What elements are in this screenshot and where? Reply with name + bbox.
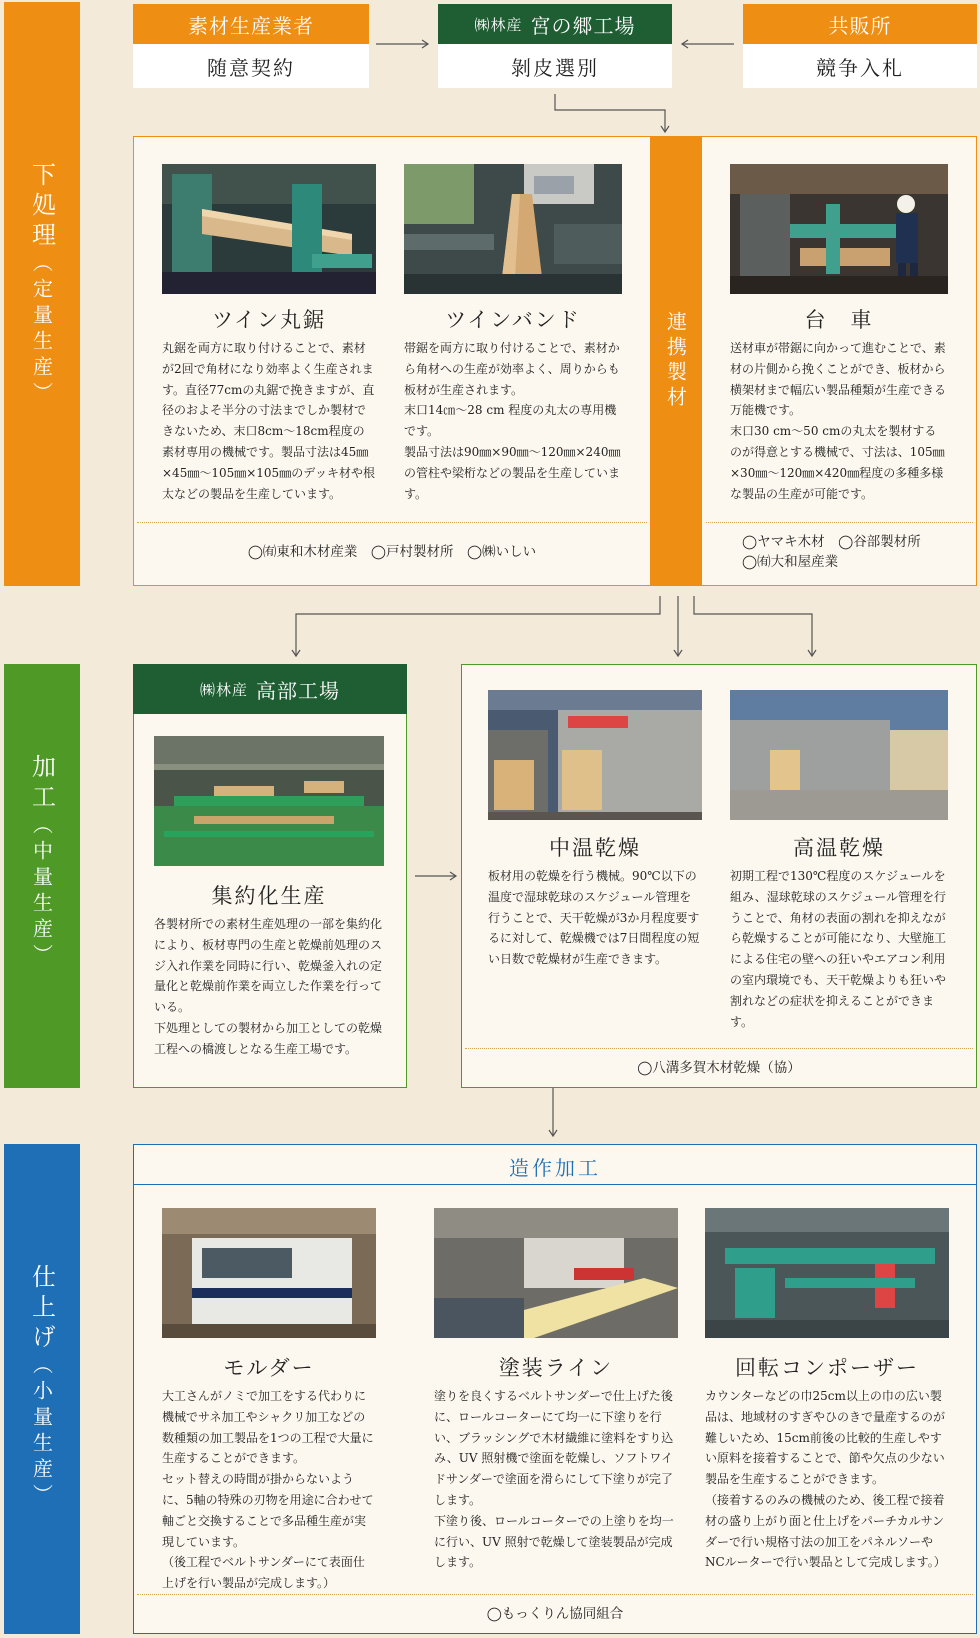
twin-circular-saw-title: ツイン丸鋸 [212,308,326,332]
takabe-machine-desc: 各製材所での素材生産処理の一部を集約化により、板材専門の生産と乾燥前処理のスジ入れ作業を同時に行い、乾燥釜入れの定量化と乾燥前作業を両立した作業を行っている。 下処理としての製材から加工としての乾燥工程への橋渡しとなる生産工場です。 [154,917,383,1056]
section-shoshori-bar [4,2,80,586]
supplier-title: 素材生産業者 [133,4,369,44]
high-temp-dryer-photo [730,690,948,820]
twin-circular-saw-photo [162,164,376,294]
medium-temp-dryer-title: 中温乾燥 [549,836,641,860]
rotary-composer-photo [705,1208,949,1338]
zousaku-title-divider [133,1184,977,1185]
miyanogo-factory-value: 剝皮選別 [438,44,672,88]
dryers-companies: ◯八溝多賀木材乾燥（協） [637,1060,801,1076]
zousaku-divider [137,1594,973,1595]
coating-line-desc: 塗りを良くするベルトサンダーで仕上げた後に、ロールコーターにて均一に下塗りを行い、ブラッシングで木材繊維に塗料をすり込み、UV 照射機で塗面を乾燥し、ソフトワイドサンダーで塗面を滑らにして下塗りが完了します。 下塗り後、ロールコーターでの上塗りを均一に行い、UV 照射で乾燥して塗装製品が完成します。 [434,1389,674,1570]
twin-band-saw-desc: 帯鋸を両方に取り付けることで、素材から角材への生産が効率よく、周りからも板材が生産されます。 末口14㎝〜28 cm 程度の丸太の専用機です。 製品寸法は90㎜×90㎜〜120㎜×240㎜の管柱や梁桁などの製品を生産しています。 [404,341,621,501]
rotary-composer-title: 回転コンポーザー [735,1356,919,1380]
sawing-left-divider [137,522,647,523]
moulder-photo [162,1208,376,1338]
takabe-machine-title: 集約化生産 [211,884,327,908]
twin-band-saw-photo [404,164,622,294]
link-sawing-label: 連携製材 [663,311,688,411]
twin-circular-saw-desc: 丸鋸を両方に取り付けることで、素材が2回で角材になり効率よく生産されます。直径77cmの丸鋸で挽きますが、直径のおよそ半分の寸法までしか製材できないため、末口8cm〜18cm程度の素材専用の機械です。製品寸法は45㎜×45㎜〜105㎜×105㎜のデッキ材や根太などの製品を生産しています。 [162,341,375,501]
carriage-saw-desc: 送材車が帯鋸に向かって進むことで、素材の片側から挽くことができ、板材から横架材まで幅広い製品種類が生産できる万能機です。 末口30 cm〜50 cmの丸太を製材するのが得意とする機械で、寸法は、105㎜×30㎜〜120㎜×420㎜程度の多種多様な製品の生産が可能です。 [730,341,947,501]
carriage-saw-photo [730,164,948,294]
takabe-factory-photo [154,736,384,866]
section-shiage-label: 仕上げ（小量生産） [27,1264,56,1510]
dryers-divider [465,1048,973,1049]
section-shoshori-label: 下処理（定量生産） [27,162,56,408]
section-shiage-bar [4,1144,80,1634]
arrow-sawing-to-hightemp [694,596,812,656]
medium-temp-dryer-photo [488,690,702,820]
market-box [743,4,977,88]
section-kakou-bar [4,664,80,1088]
market-title: 共販所 [743,4,977,44]
zousaku-companies: ◯もっくりん協同組合 [486,1606,624,1622]
sawing-right-divider [706,522,973,523]
supplier-value: 随意契約 [133,44,369,88]
zousaku-title: 造作加工 [509,1156,601,1180]
takabe-header: ㈱林産 高部工場 [133,664,407,714]
medium-temp-dryer-desc: 板材用の乾燥を行う機械。90℃以下の温度で湿球乾球のスケジュール管理を行うことで、天干乾燥が3か月程度要するに対して、乾燥機では7日間程度の短い日数で乾燥材が生産できます。 [488,869,700,967]
carriage-saw-title: 台 車 [804,308,874,332]
rotary-composer-desc: カウンターなどの巾25cm以上の巾の広い製品は、地域材のすぎやひのきで量産するのが難しいため、15cm前後の比較的生産しやすい原料を接着することで、節や欠点の少ない製品を生産することができます。 （接着するのみの機械のため、後工程で接着材の盛り上がり面と仕上げをパーチカルサンダーで行い規格寸法の加工をパネルソーやNCルーターで行い製品として完成します。） [705,1389,946,1570]
link-sawing-column [650,136,702,586]
miyanogo-factory-box [438,4,672,88]
moulder-title: モルダー [223,1356,315,1380]
high-temp-dryer-title: 高温乾燥 [793,836,885,860]
moulder-desc: 大工さんがノミで加工をする代わりに機械でサネ加工やシャクリ加工などの数種類の加工製品を1つの工程で大量に生産することができます。 セット替えの時間が掛からないように、5軸の特殊の刃物を用途に合わせて軸ごと交換することで多品種生産が実現しています。 （後工程でベルトサンダーにて表面仕上げを行い製品が完成します。） [162,1389,374,1591]
arrow-sawing-to-takabe [296,596,660,656]
high-temp-dryer-desc: 初期工程で130℃程度のスケジュールを組み、湿球乾球のスケジュール管理を行うことで、角材の表面の割れを抑えながら乾燥することが可能になり、大壁施工による住宅の壁への狂いやエアコン利用の室内環境でも、天干乾燥よりも狂いや割れなどの症状を抑えることができます。 [730,869,947,1029]
sawing-left-companies: ◯㈲東和木材産業 ◯戸村製材所 ◯㈱いしい [247,544,537,560]
miyanogo-factory-title: ㈱林産 宮の郷工場 [438,4,672,44]
coating-line-title: 塗装ライン [498,1356,614,1380]
twin-band-saw-title: ツインバンド [445,308,581,332]
sawing-right-companies: ◯ヤマキ木材 ◯谷部製材所 ◯㈲大和屋産業 [742,534,921,570]
section-kakou-label: 加工（中量生産） [27,754,56,970]
market-value: 競争入札 [743,44,977,88]
coating-line-photo [434,1208,678,1338]
supplier-box [133,4,369,88]
arrow-factory-to-sawing [555,94,665,132]
